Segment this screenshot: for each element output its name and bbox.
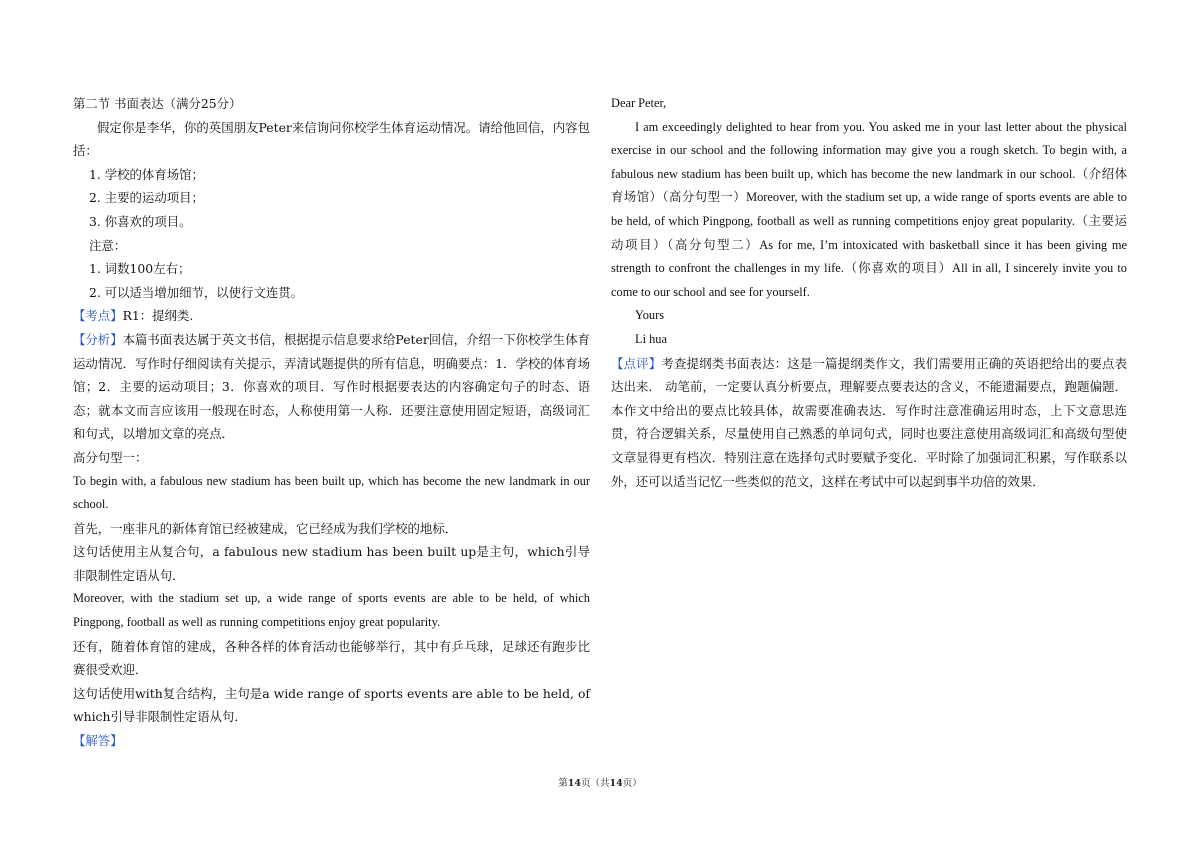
right-column (611, 92, 1127, 493)
footer-suffix: 页） (622, 778, 642, 789)
dianping-tag: 【点评】 (611, 355, 662, 371)
pattern1-chinese: 首先，一座非凡的新体育馆已经被建成，它已经成为我们学校的地标． (73, 520, 458, 536)
note-item-2: 2. 可以适当增加细节，以使行文连贯。 (89, 284, 304, 300)
task-prompt: 假定你是李华，你的英国朋友Peter来信询问你校学生体育运动情况。请给他回信，内容包括： (73, 119, 590, 159)
footer-total-pages: 14 (609, 778, 623, 789)
dianping-paragraph (611, 352, 1127, 494)
jieda-tag: 【解答】 (73, 733, 123, 749)
kaodian-tag: 【考点】 (73, 308, 123, 324)
letter-greeting: Dear Peter, (611, 96, 667, 110)
letter-closing: Yours (635, 308, 665, 323)
pattern2-chinese: 还有，随着体育馆的建成，各种各样的体育活动也能够举行，其中有乒乓球，足球还有跑步比赛很受欢迎． (73, 638, 590, 678)
footer-prefix: 第 (558, 778, 568, 789)
kaodian-paragraph (73, 304, 590, 328)
fenxi-paragraph (73, 328, 590, 446)
fenxi-tag: 【分析】 (73, 331, 123, 347)
requirement-item-2: 2. 主要的运动项目； (89, 190, 204, 206)
footer-page-number: 14 (567, 778, 581, 789)
pattern2-english: Moreover, with the stadium set up, a wide range of sports events are able to be held, of which Pingpong, football as well as running competitions enjoy great popularity. (73, 591, 590, 630)
letter-signature: Li hua (635, 331, 667, 346)
footer-mid: 页（共 (580, 778, 610, 789)
requirement-item-3: 3. 你喜欢的项目。 (89, 213, 192, 229)
dianping-text: 考查提纲类书面表达：这是一篇提纲类作文，我们需要用正确的英语把给出的要点表达出来． 动笔前，一定要认真分析要点，理解要点要表达的含义，不能遗漏要点，跑题偏题．本作文中给出的要点比较具体，故需要准确表达．写作时注意准确运用时态，上下文意思连贯，符合逻辑关系，尽量使用自己熟悉的单词句式，同时也要注意使用高级词汇和高级句型使文章显得更有档次．特别注意在选择句式时要赋予变化．平时除了加强词汇积累，写作联系以外，还可以适当记忆一些类似的范文，这样在考试中可以起到事半功倍的效果． (611, 355, 1128, 489)
pattern1-label: 高分句型一： (73, 449, 148, 465)
pattern2-note: 这句话使用with复合结构，主句是a wide range of sports events are able to be held, of which引导非限制性定语从句． (73, 685, 590, 725)
kaodian-text: R1：提纲类. (122, 308, 194, 324)
letter-body: I am exceedingly delighted to hear from you. You asked me in your last letter about the physical exercise in our school and the following information may give you a rough sketch. To begin with, a fabulous new stadium has been built up, which has become the new landmark in our school.（介绍体育场馆）（高分句型一）Moreover, with the stadium set up, a wide range of sports events are able to be held, of which Pingpong, football as well as running competitions enjoy great popularity.（主要运动项目）（高分句型二）As for me, I’m intoxicated with basketball since it has been giving me strength to confront the challenges in my life.（你喜欢的项目）All in all, I sincerely invite you to come to our school and see for yourself. (611, 119, 1127, 299)
fenxi-text: 本篇书面表达属于英文书信，根据提示信息要求给Peter回信，介绍一下你校学生体育运动情况．写作时仔细阅读有关提示，弄清试题提供的所有信息，明确要点：1．学校的体育场馆；2．主要的运动项目；3．你喜欢的项目．写作时根据要表达的内容确定句子的时态、语态；就本文而言应该用一般现在时态，人称使用第一人称．还要注意使用固定短语，高级词汇和句式，以增加文章的亮点． (73, 331, 590, 442)
page-footer (0, 775, 1200, 789)
note-item-1: 1. 词数100左右； (89, 261, 191, 277)
note-label: 注意： (89, 237, 127, 253)
pattern1-english: To begin with, a fabulous new stadium has been built up, which has become the new landmark in our school. (73, 473, 590, 512)
section-heading: 第二节 书面表达（满分25分） (73, 96, 242, 111)
requirement-item-1: 1. 学校的体育场馆； (89, 166, 204, 182)
pattern1-note: 这句话使用主从复合句，a fabulous new stadium has been built up是主句，which引导非限制性定语从句． (73, 544, 590, 583)
left-column (73, 92, 590, 753)
